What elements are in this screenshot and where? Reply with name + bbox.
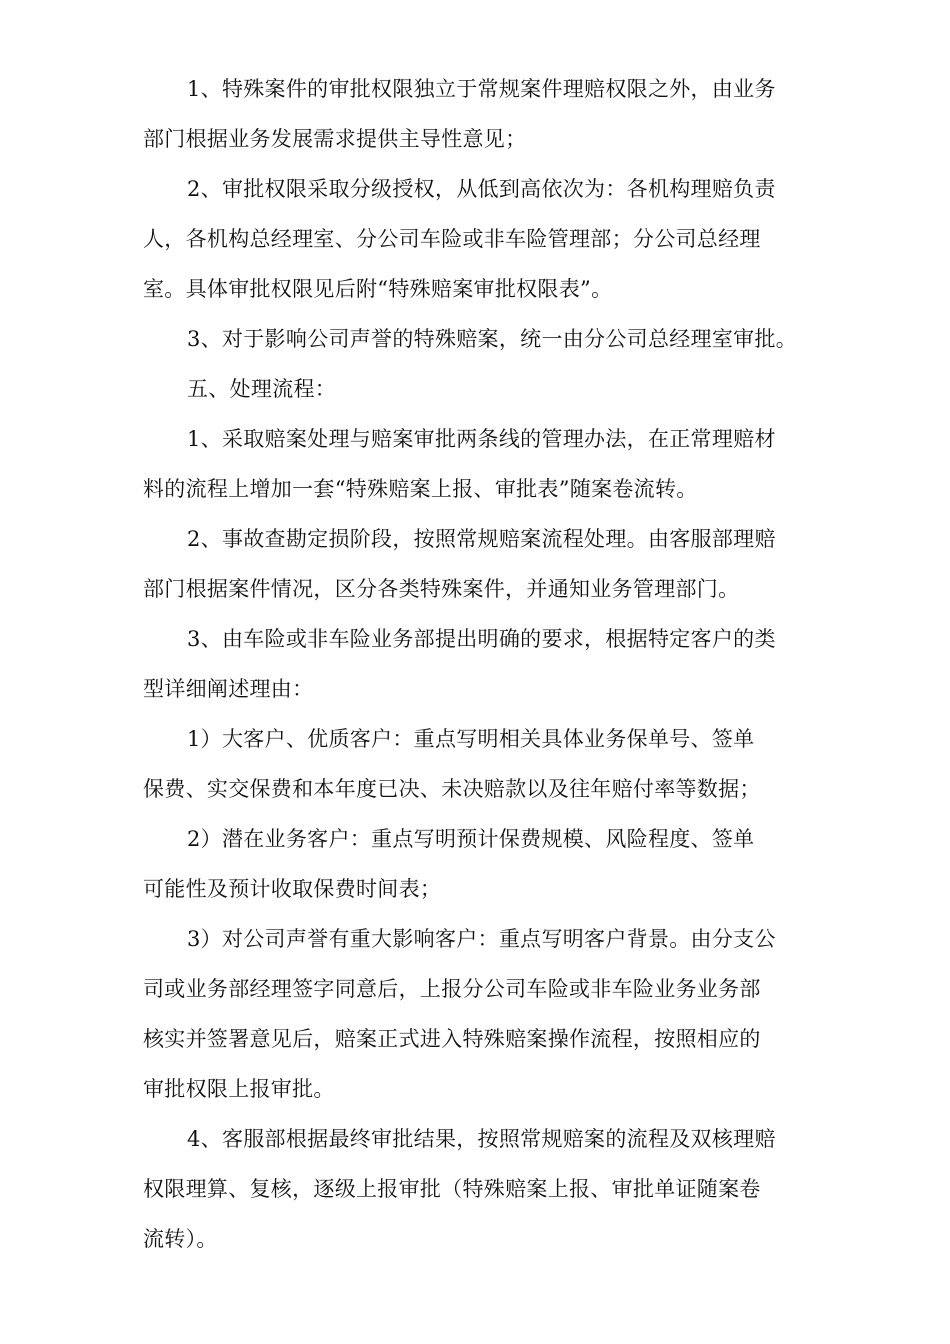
text-line: 4、客服部根据最终审批结果，按照常规赔案的流程及双核理赔: [187, 1127, 776, 1151]
paragraph-11: [143, 1114, 823, 1264]
text-line: 型详细阐述理由：: [143, 677, 314, 701]
paragraph-1: [143, 64, 823, 164]
text-line: 1、特殊案件的审批权限独立于常规案件理赔权限之外，由业务: [187, 77, 776, 101]
paragraph-6: [143, 514, 823, 614]
paragraph-3: [143, 314, 823, 364]
text-line: 2、事故查勘定损阶段，按照常规赔案流程处理。由客服部理赔: [187, 527, 776, 551]
text-line: 保费、实交保费和本年度已决、未决赔款以及往年赔付率等数据；: [143, 777, 761, 801]
section-heading: 五、处理流程：: [187, 377, 337, 401]
text-line: 1、采取赔案处理与赔案审批两条线的管理办法，在正常理赔材: [187, 427, 776, 451]
paragraph-5: [143, 414, 823, 514]
paragraph-10: [143, 914, 823, 1114]
text-line: 室。具体审批权限见后附“特殊赔案审批权限表”。: [143, 277, 613, 301]
text-line: 核实并签署意见后，赔案正式进入特殊赔案操作流程，按照相应的: [143, 1027, 761, 1051]
text-line: 料的流程上增加一套“特殊赔案上报、审批表”随案卷流转。: [143, 477, 698, 501]
text-line: 可能性及预计收取保费时间表；: [143, 877, 442, 901]
text-line: 1）大客户、优质客户：重点写明相关具体业务保单号、签单: [187, 727, 755, 751]
text-line: 权限理算、复核，逐级上报审批（特殊赔案上报、审批单证随案卷: [143, 1177, 761, 1201]
text-line: 司或业务部经理签字同意后，上报分公司车险或非车险业务业务部: [143, 977, 761, 1001]
paragraph-8: [143, 714, 823, 814]
text-line: 审批权限上报审批。: [143, 1077, 335, 1101]
text-line: 流转）。: [143, 1227, 218, 1251]
paragraph-7: [143, 614, 823, 714]
text-line: 3、对于影响公司声誉的特殊赔案，统一由分公司总经理室审批。: [187, 327, 798, 351]
paragraph-2: [143, 164, 823, 314]
text-line: 人，各机构总经理室、分公司车险或非车险管理部；分公司总经理: [143, 227, 761, 251]
text-line: 3、由车险或非车险业务部提出明确的要求，根据特定客户的类: [187, 627, 776, 651]
section-heading-process: [143, 364, 823, 414]
text-line: 2、审批权限采取分级授权，从低到高依次为：各机构理赔负责: [187, 177, 776, 201]
text-line: 部门根据业务发展需求提供主导性意见；: [143, 127, 527, 151]
text-line: 2）潜在业务客户：重点写明预计保费规模、风险程度、签单: [187, 827, 755, 851]
paragraph-9: [143, 814, 823, 914]
document-body: [143, 64, 823, 1264]
text-line: 部门根据案件情况，区分各类特殊案件，并通知业务管理部门。: [143, 577, 740, 601]
text-line: 3）对公司声誉有重大影响客户：重点写明客户背景。由分支公: [187, 927, 776, 951]
